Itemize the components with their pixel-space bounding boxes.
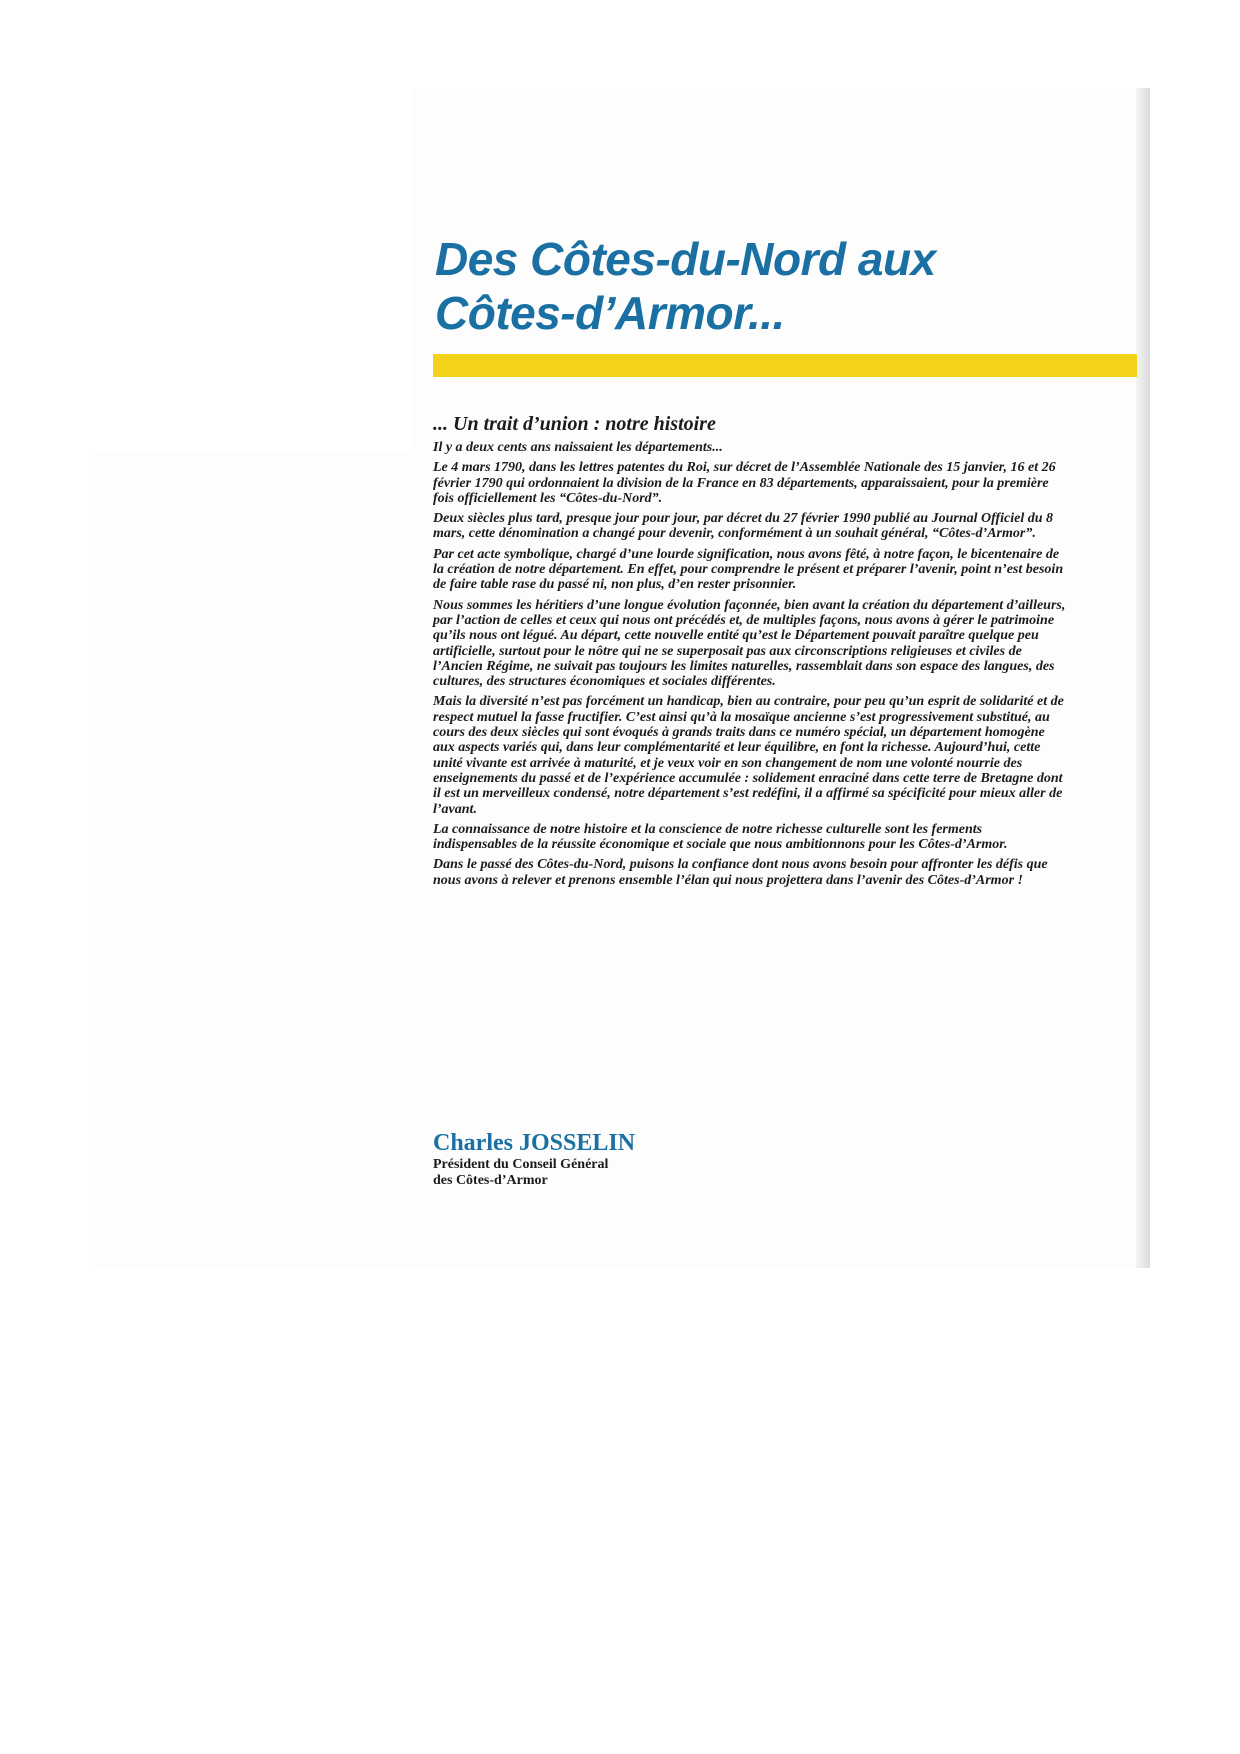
paragraph-8: Dans le passé des Côtes-du-Nord, puisons la confiance dont nous avons besoin pour affronter les défis que nous avons à relever et prenons ensemble l’élan qui nous projettera dans l’avenir des Côtes-d’Armor ! bbox=[433, 857, 1048, 888]
paragraph-4: Par cet acte symbolique, chargé d’une lourde signification, nous avons fêté, à notre façon, le bicentenaire de la création de notre département. En effet, pour comprendre le présent et préparer l’avenir, point n’est besoin de faire table rase du passé ni, non plus, d’en rester prisonnier. bbox=[433, 546, 1064, 593]
paragraph-2: Le 4 mars 1790, dans les lettres patentes du Roi, sur décret de l’Assemblée Nationale des 15 janvier, 16 et 26 février 1790 qui ordonnaient la division de la France en 83 départements, apparaissaient, pour la première fois officiellement les “Côtes-du-Nord”. bbox=[433, 460, 1056, 506]
article-body bbox=[433, 412, 1066, 893]
paragraph-1: Il y a deux cents ans naissaient les départements... bbox=[433, 440, 723, 455]
signature-block bbox=[433, 1129, 933, 1189]
signature-name: Charles JOSSELIN bbox=[433, 1130, 636, 1156]
page-edge-shadow bbox=[1136, 88, 1150, 1268]
yellow-divider-bar bbox=[433, 354, 1137, 377]
paragraph-3: Deux siècles plus tard, presque jour pour jour, par décret du 27 février 1990 publié au Journal Officiel du 8 mars, cette dénomination a changé pour devenir, conformément à un souhait général, “Côtes-d’Armor”. bbox=[433, 511, 1054, 542]
paragraph-7: La connaissance de notre histoire et la conscience de notre richesse culturelle sont les ferments indispensables de la réussite économique et sociale que nous ambitionnons pour les Côtes-d’Armor. bbox=[433, 821, 1008, 853]
title-line-1: Des Côtes-du-Nord aux bbox=[435, 233, 936, 285]
blank-left-area bbox=[90, 88, 412, 453]
title-line-2: Côtes-d’Armor... bbox=[435, 287, 785, 339]
paragraph-5: Nous sommes les héritiers d’une longue évolution façonnée, bien avant la création du département d’ailleurs, par l’action de celles et ceux qui nous ont précédés et, de multiples façons, nous avons à gérer le patrimoine qu’ils nous ont légué. Au départ, cette nouvelle entité qu’est le Département pouvait paraître quelque peu artificielle, surtout pour le nôtre qui ne se superposait pas aux circonscriptions religieuses et civiles de l’Ancien Régime, ne suivait pas toujours les limites naturelles, rassemblait dans son espace des langues, des cultures, des structures économiques et sociales différentes. bbox=[433, 597, 1066, 690]
paragraph-6: Mais la diversité n’est pas forcément un handicap, bien au contraire, pour peu qu’un esprit de solidarité et de respect mutuel la fasse fructifier. C’est ainsi qu’à la mosaïque ancienne s’est progressivement substitué, au cours des deux siècles qui sont évoqués à grands traits dans ce numéro spécial, un département homogène aux aspects variés qui, dans leur complémentarité et leur équilibre, en font la richesse. Aujourd’hui, cette unité vivante est arrivée à maturité, et je veux voir en son changement de nom une volonté nourrie des enseignements du passé et de l’expérience accumulée : solidement enraciné dans cette terre de Bretagne dont il est un merveilleux condensé, notre département s’est redéfini, il a affirmé sa spécificité pour mieux aller de l’avant. bbox=[433, 694, 1064, 817]
signature-role-line-2: des Côtes-d’Armor bbox=[433, 1173, 548, 1188]
article-subheading: ... Un trait d’union : notre histoire bbox=[433, 413, 716, 435]
page-title bbox=[435, 232, 1135, 340]
signature-role-line-1: Président du Conseil Général bbox=[433, 1157, 609, 1172]
